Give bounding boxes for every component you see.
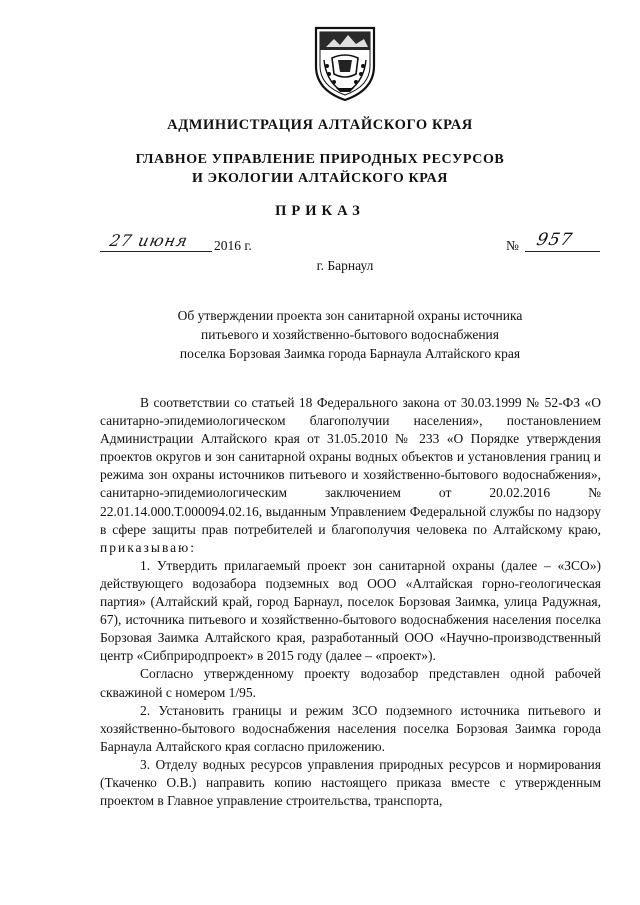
department-line-2: И ЭКОЛОГИИ АЛТАЙСКОГО КРАЯ [191,171,449,186]
paragraph-item-3: 3. Отделу водных ресурсов управления природных ресурсов и нормирования (Ткаченко О.В.) направить копию настоящего приказа вместе с утвержденным проектом в Главное управление строительства, транспорта, [100,756,601,809]
paragraph-well-note: Согласно утвержденному проекту водозабор представлен одной рабочей скважиной с номером 1/95. [100,666,601,700]
department-name [0,150,640,188]
handwritten-date: 27 июня [107,231,190,250]
document-body [100,394,601,810]
number-underline [525,251,600,252]
department-line-1: ГЛАВНОЕ УПРАВЛЕНИЕ ПРИРОДНЫХ РЕСУРСОВ [135,152,505,167]
org-name: АДМИНИСТРАЦИЯ АЛТАЙСКОГО КРАЯ [167,117,473,133]
subject-line-2: питьевого и хозяйственно-бытового водоснабжения [201,327,499,342]
date-year: 2016 г. [214,238,252,253]
subject-line-3: поселка Борзовая Заимка города Барнаула Алтайского края [179,346,521,361]
document-subject [150,306,550,363]
coat-of-arms-icon [310,20,380,102]
paragraph-item-1: 1. Утвердить прилагаемый проект зон санитарной охраны (далее – «ЗСО») действующего водозабора подземных вод ООО «Алтайская горно-геологическая партия» (Алтайский край, город Барнаул, поселок Борзовая Заимка, улица Радужная, 67), источника питьевого и хозяйственно-бытового водоснабжения населения поселка Борзовая Заимка Алтайского края, разработанный ООО «Научно-производственный центр «Сибприродпроект» в 2015 году (далее – «проект»). [100,557,601,664]
order-word: приказываю: [100,539,196,555]
preamble-text: В соответствии со статьей 18 Федерального закона от 30.03.1999 № 52-ФЗ «О санитарно-эпидемиологическом благополучии населения», постановлением Администрации Алтайского края от 31.05.2010 № 233 «О Порядке утверждения проектов округов и зон санитарной охраны водных объектов и установления границ и режима зон охраны источников питьевого и хозяйственно-бытового водоснабжения», санитарно-эпидемиологическим заключением от 20.02.2016 № 22.01.14.000.Т.000094.02.16, выданным Управлением Федеральной службы по надзору в сфере защиты прав потребителей и благополучия человека по Алтайскому краю, [100,395,601,537]
paragraph-preamble [100,394,601,557]
date-underline [100,251,212,252]
document-type: ПРИКАЗ [275,203,365,219]
subject-line-1: Об утверждении проекта зон санитарной охраны источника [177,308,523,323]
date-number-row [100,230,600,257]
number-label: № [506,238,519,253]
city: г. Барнаул [316,258,374,273]
handwritten-number: 957 [534,230,575,250]
paragraph-item-2: 2. Установить границы и режим ЗСО подземного источника питьевого и хозяйственно-бытового водоснабжения населения поселка Борзовая Заимка города Барнаула Алтайского края согласно приложению. [100,702,601,754]
